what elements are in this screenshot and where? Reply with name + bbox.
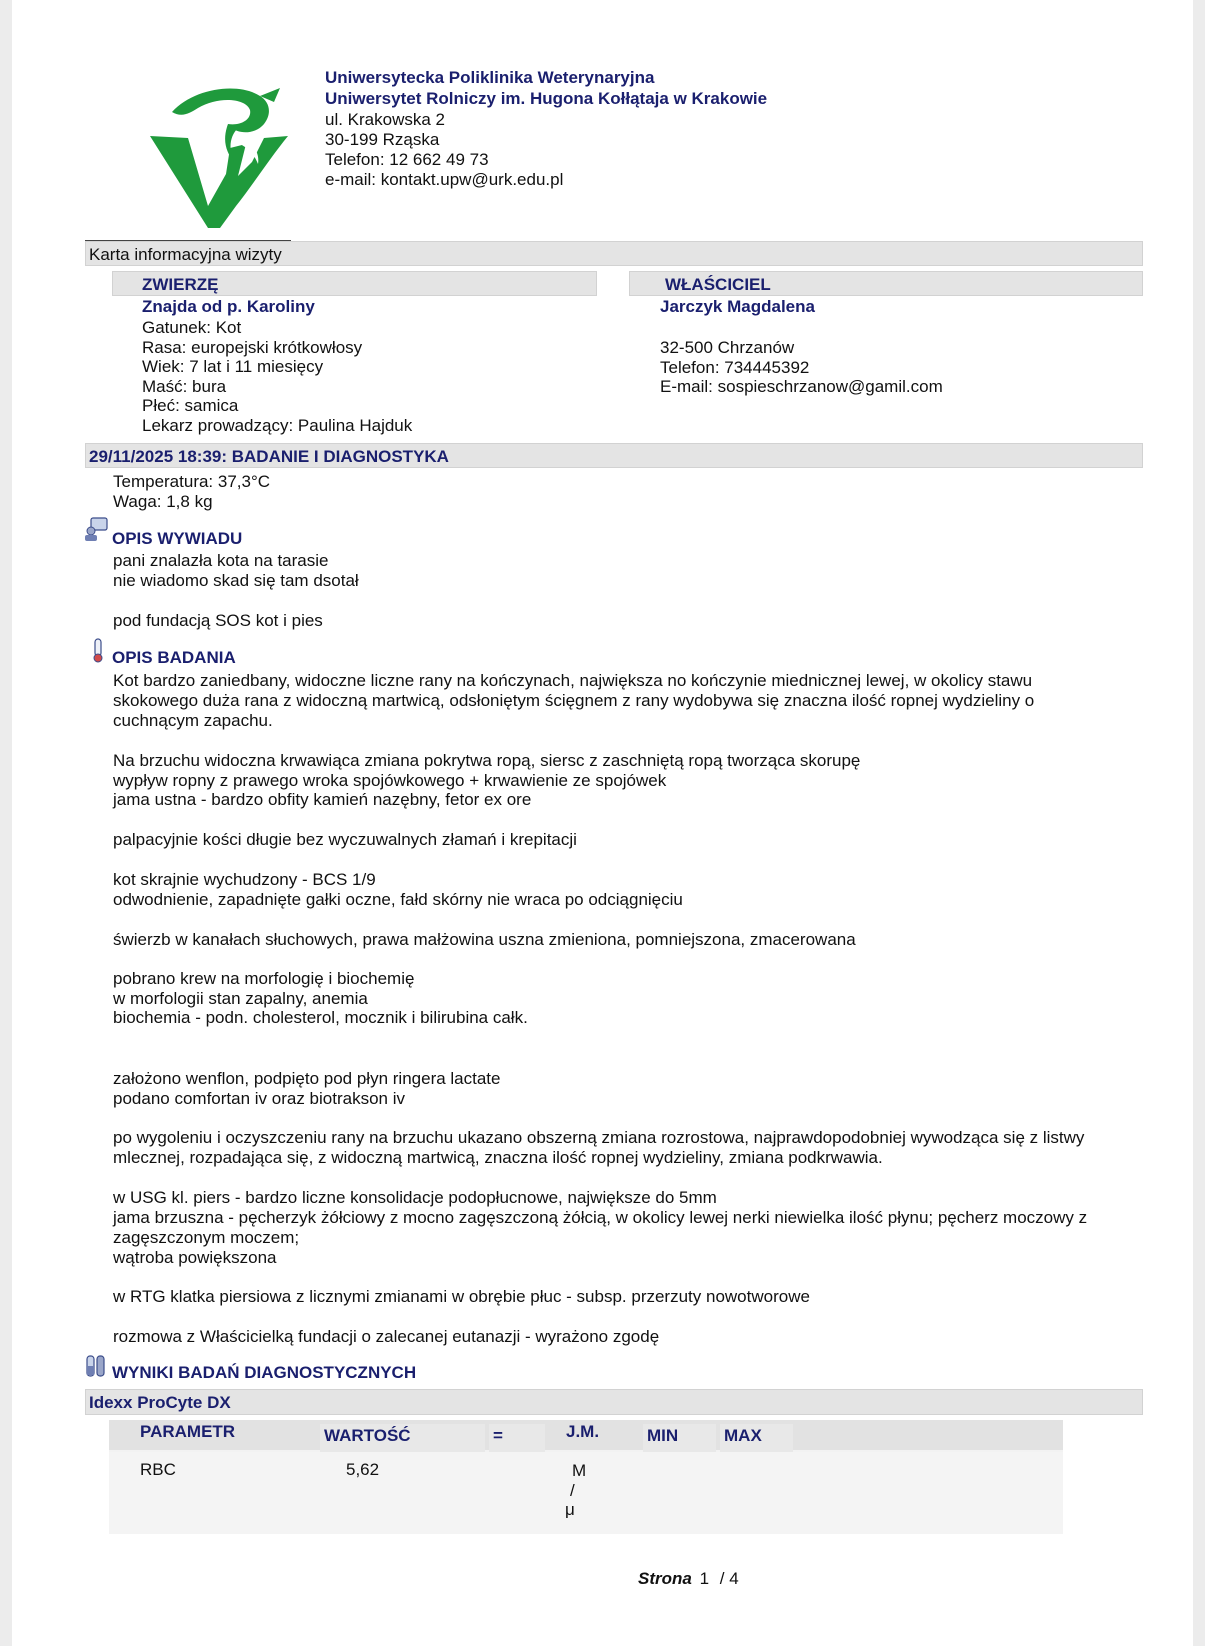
exam-text: biochemia - podn. cholesterol, mocznik i bilirubina całk. (113, 1008, 528, 1028)
exam-text: wypływ ropny z prawego wroka spojówkowego + krwawienie ze spojówek (113, 770, 667, 790)
cell-param: RBC (140, 1460, 176, 1479)
visit-header-bar (85, 443, 1143, 468)
exam-text: jama ustna - bardzo obfity kamień nazębny, fetor ex ore (113, 790, 532, 810)
animal-vet: Lekarz prowadzący: Paulina Hajduk (142, 415, 413, 435)
exam-heading: OPIS BADANIA (112, 648, 236, 667)
exam-text: w RTG klatka piersiowa z licznymi zmianami w obrębie płuc - subsp. przerzuty nowotworowe (113, 1287, 810, 1306)
visit-temperature: Temperatura: 37,3°C (113, 472, 271, 491)
exam-text: Na brzuchu widoczna krwawiąca zmiana pokrytwa ropą, siersc z zaschniętą ropą tworząca skorupę (113, 751, 861, 770)
exam-paragraph (113, 1128, 1118, 1168)
interview-text (113, 551, 359, 590)
exam-paragraph (113, 671, 1118, 731)
page-total: / 4 (719, 1569, 739, 1588)
page-current: 1 (699, 1569, 710, 1588)
owner-phone: Telefon: 734445392 (660, 357, 810, 377)
cell-unit (562, 1461, 586, 1520)
exam-text: świerzb w kanałach słuchowych, prawa małżowina uszna zmieniona, pomniejszona, zmacerowana (113, 930, 856, 949)
clinic-logo (142, 78, 302, 230)
visit-weight: Waga: 1,8 kg (113, 491, 213, 511)
interview-line: pod fundacją SOS kot i pies (113, 611, 323, 630)
exam-text: w USG kl. piers - bardzo liczne konsolidacje podopłucnowe, największe do 5mm (113, 1188, 717, 1207)
animal-color: Maść: bura (142, 376, 227, 396)
visit-vitals (113, 472, 270, 511)
animal-species: Gatunek: Kot (142, 318, 242, 337)
owner-header-bar (629, 271, 1143, 296)
doc-title-bar (85, 241, 1143, 266)
exam-text: założono wenflon, podpięto pod płyn ringera lactate (113, 1069, 501, 1088)
device-name: Idexx ProCyte DX (89, 1393, 231, 1412)
document-page (12, 0, 1193, 1646)
interview-line: nie wiadomo skad się tam dsotał (113, 570, 359, 590)
clinic-university: Uniwersytet Rolniczy im. Hugona Kołłątaja w Krakowie (325, 89, 768, 108)
exam-paragraph (113, 1069, 501, 1108)
exam-text: jama brzuszna - pęcherzyk żółciowy z mocno zagęszczoną żółcią, w okolicy lewej nerki niewielka ilość płynu; pęcherz moczowy z zagęszczonym moczem; (113, 1208, 1088, 1247)
owner-heading: WŁAŚCICIEL (665, 275, 771, 294)
results-table (109, 1420, 1063, 1534)
interview-line: pani znalazła kota na tarasie (113, 551, 329, 570)
thermometer-icon (90, 638, 106, 664)
page-number (638, 1569, 739, 1589)
animal-heading: ZWIERZĘ (142, 275, 219, 294)
cell-value: 5,62 (346, 1460, 380, 1479)
animal-sex: Płeć: samica (142, 396, 239, 416)
owner-city: 32-500 Chrzanów (660, 338, 795, 357)
clinic-email: e-mail: kontakt.upw@urk.edu.pl (325, 170, 564, 189)
owner-details (660, 338, 943, 397)
animal-age: Wiek: 7 lat i 11 miesięcy (142, 357, 324, 377)
exam-paragraph (113, 1188, 1118, 1268)
clinic-name: Uniwersytecka Poliklinika Weterynaryjna (325, 68, 655, 87)
exam-text: rozmowa z Właścicielką fundacji o zalecanej eutanazji - wyrażono zgodę (113, 1327, 660, 1346)
exam-text: wątroba powiększona (113, 1248, 277, 1267)
unit-part: M (572, 1461, 587, 1480)
column-header: J.M. (566, 1422, 600, 1441)
exam-text: odwodnienie, zapadnięte gałki oczne, fałd skórny nie wraca po odciągnięciu (113, 889, 683, 909)
test-tubes-icon (84, 1354, 108, 1380)
clinic-street: ul. Krakowska 2 (325, 110, 445, 129)
column-header: PARAMETR (140, 1422, 236, 1441)
exam-text: palpacyjnie kości długie bez wyczuwalnych złamań i krepitacji (113, 830, 577, 849)
unit-part: / (570, 1480, 575, 1500)
clinic-city: 30-199 Rząska (325, 130, 440, 149)
column-header: = (489, 1424, 545, 1452)
exam-text: pobrano krew na morfologię i biochemię (113, 969, 415, 988)
animal-name: Znajda od p. Karoliny (142, 297, 315, 316)
exam-text: podano comfortan iv oraz biotrakson iv (113, 1088, 405, 1108)
interview-heading: OPIS WYWIADU (112, 529, 243, 548)
exam-text: kot skrajnie wychudzony - BCS 1/9 (113, 870, 376, 889)
column-header: MIN (643, 1424, 716, 1452)
doc-title: Karta informacyjna wizyty (89, 245, 282, 264)
column-header: WARTOŚĆ (320, 1424, 485, 1452)
exam-paragraph (113, 969, 528, 1028)
table-row (109, 1452, 1063, 1534)
page-label: Strona (638, 1569, 692, 1588)
exam-text: po wygoleniu i oczyszczeniu rany na brzuchu ukazano obszerną zmiana rozrostowa, najprawdopodobniej wywodząca się z listwy mlecznej, rozpadająca się, z widoczną martwicą, znaczna ilość ropnej wydzieliny, zmiana podkrwawia. (113, 1128, 1085, 1167)
animal-details (142, 318, 412, 436)
exam-text: Kot bardzo zaniedbany, widoczne liczne rany na kończynach, największa no kończynie miednicznej lewej, w okolicy stawu skokowego duża rana z widoczną martwicą, odsłoniętym ścięgnem z rany wydobywa się znaczna ilość ropnej wydzieliny o cuchnącym zapachu. (113, 671, 1035, 730)
unit-part: μ (565, 1500, 575, 1520)
animal-breed: Rasa: europejski krótkowłosy (142, 337, 363, 357)
results-heading: WYNIKI BADAŃ DIAGNOSTYCZNYCH (112, 1363, 417, 1382)
exam-paragraph (113, 751, 860, 810)
animal-header-bar (112, 271, 597, 296)
interview-icon (83, 516, 109, 542)
visit-heading: 29/11/2025 18:39: BADANIE I DIAGNOSTYKA (89, 447, 449, 466)
owner-email: E-mail: sospieschrzanow@gamil.com (660, 377, 943, 397)
device-header-bar (85, 1389, 1143, 1415)
owner-name: Jarczyk Magdalena (660, 297, 815, 316)
exam-text: w morfologii stan zapalny, anemia (113, 988, 368, 1008)
clinic-phone: Telefon: 12 662 49 73 (325, 150, 489, 169)
column-header: MAX (720, 1424, 793, 1452)
exam-paragraph (113, 870, 683, 909)
